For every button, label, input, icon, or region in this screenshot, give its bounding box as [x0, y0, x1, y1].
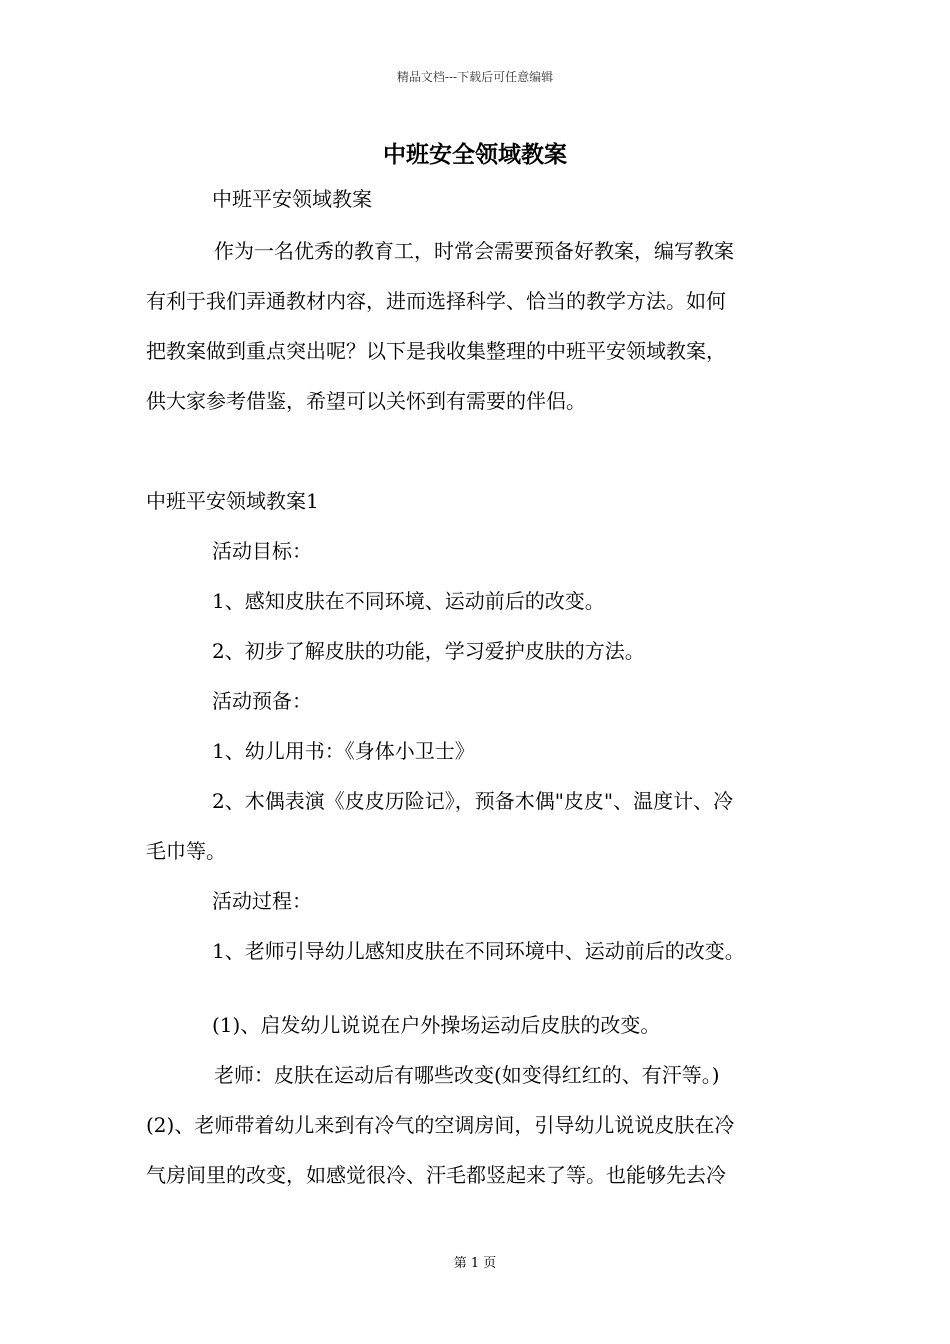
teacher-line: 老师：皮肤在运动后有哪些改变(如变得红红的、有汗等。) — [214, 1063, 720, 1087]
goals-heading: 活动目标： — [212, 539, 312, 563]
prep-item-2-cont: 毛巾等。 — [146, 839, 226, 863]
prep-heading: 活动预备： — [212, 689, 312, 713]
process-heading: 活动过程： — [212, 889, 312, 913]
page-header: 精品文档---下载后可任意编辑 — [396, 70, 554, 84]
section-heading: 中班平安领域教案1 — [146, 489, 319, 513]
goal-item-1: 1、感知皮肤在不同环境、运动前后的改变。 — [212, 589, 605, 613]
intro-line-1: 作为一名优秀的教育工，时常会需要预备好教案，编写教案 — [214, 239, 734, 263]
prep-item-2: 2、木偶表演《皮皮历险记》，预备木偶"皮皮"、温度计、冷 — [212, 789, 734, 813]
intro-line-4: 供大家参考借鉴，希望可以关怀到有需要的伴侣。 — [146, 389, 586, 413]
process-item-1: 1、老师引导幼儿感知皮肤在不同环境中、运动前后的改变。 — [212, 939, 745, 963]
process-sub-2-cont: 气房间里的改变，如感觉很冷、汗毛都竖起来了等。也能够先去冷 — [146, 1163, 726, 1187]
prep-item-1: 1、幼儿用书：《身体小卫士》 — [212, 739, 475, 763]
subtitle: 中班平安领域教案 — [212, 187, 372, 211]
intro-line-2: 有利于我们弄通教材内容，进而选择科学、恰当的教学方法。如何 — [146, 289, 726, 313]
process-sub-1: (1)、启发幼儿说说在户外操场运动后皮肤的改变。 — [212, 1013, 661, 1037]
document-title: 中班安全领域教案 — [383, 141, 567, 168]
intro-line-3: 把教案做到重点突出呢？以下是我收集整理的中班平安领域教案， — [146, 339, 726, 363]
process-sub-2: (2)、老师带着幼儿来到有冷气的空调房间，引导幼儿说说皮肤在冷 — [146, 1113, 735, 1137]
page-number: 第 1 页 — [453, 1256, 497, 1271]
goal-item-2: 2、初步了解皮肤的功能，学习爱护皮肤的方法。 — [212, 639, 645, 663]
